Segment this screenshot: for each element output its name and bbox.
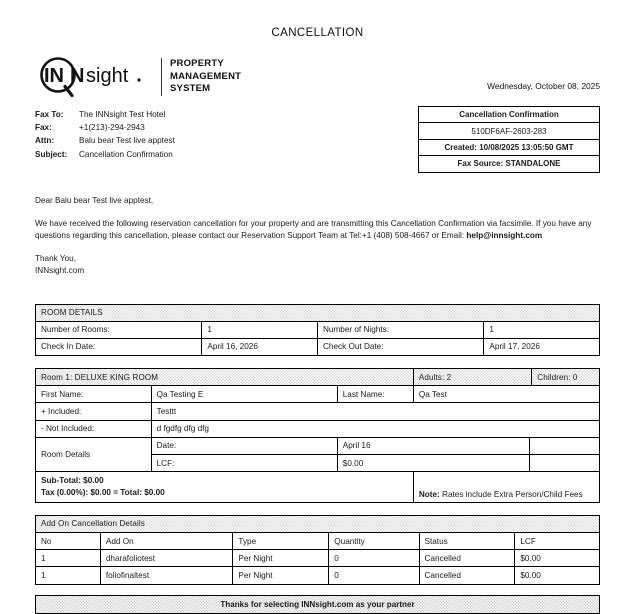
addons-col-no: No (36, 532, 101, 549)
letter-signoff-2: INNsight.com (35, 266, 85, 276)
brand-logo (35, 56, 241, 98)
letter-body (35, 195, 600, 278)
footer-banner: Thanks for selecting INNsight.com as your partner (35, 595, 600, 614)
rate-lcf-spacer (530, 455, 599, 472)
fax-attn-row (35, 134, 175, 147)
number-of-rooms-value: 1 (202, 321, 318, 338)
letter-paragraph-text: We have received the following reservation cancellation for your property and are transmitting this Cancellation Confirmation via facsimile. If you have any questions regarding this cancellation, please contact our Reservation Support Team at Tel:+1 (408) 508-4667 or Email: (35, 218, 592, 240)
svg-text:sight: sight (86, 65, 129, 87)
addon-status: Cancelled (419, 567, 515, 584)
fax-to-label: Fax To: (35, 110, 64, 119)
table-row (36, 338, 600, 355)
addons-heading: Add On Cancellation Details (36, 515, 600, 532)
fax-and-confirmation (35, 106, 600, 173)
check-out-date-value: April 17, 2026 (484, 338, 600, 355)
table-row (152, 455, 599, 472)
addon-quantity: 0 (329, 550, 419, 567)
addon-name: dharafoliotest (100, 550, 233, 567)
addon-lcf: $0.00 (515, 550, 600, 567)
table-row (152, 438, 599, 455)
addons-col-addon: Add On (100, 532, 233, 549)
addon-type: Per Night (233, 550, 329, 567)
room-totals (36, 472, 414, 503)
table-row (36, 472, 600, 503)
table-header-row (36, 532, 600, 549)
fax-details (35, 106, 175, 161)
fax-number-label: Fax: (35, 123, 52, 133)
room-one-heading: Room 1: DELUXE KING ROOM (36, 369, 414, 386)
rate-date-spacer (530, 438, 599, 455)
letter-greeting: Dear Balu bear Test live apptest, (35, 195, 154, 205)
check-out-date-label: Check Out Date: (317, 338, 483, 355)
included-value: Testtt (151, 403, 599, 420)
not-included-value: d fgdfg dfg dfg (151, 420, 599, 437)
addon-type: Per Night (233, 567, 329, 584)
tagline-line-2: MANAGEMENT (170, 70, 242, 82)
fax-subject-value: Cancellation Confirmation (79, 149, 173, 159)
first-name-value: Qa Testing E (151, 386, 337, 403)
room-one-children: Children: 0 (532, 369, 600, 386)
table-row (36, 386, 600, 403)
last-name-label: Last Name: (337, 386, 413, 403)
room-details-label: Room Details (36, 437, 152, 471)
addon-quantity: 0 (329, 567, 419, 584)
page-title: CANCELLATION (271, 27, 364, 39)
room-tax-prefix: Tax (0.00%): $0.00 = (41, 487, 121, 497)
room-rate-grid-cell (151, 437, 599, 471)
room-one-table (35, 368, 600, 503)
room-rate-note (413, 472, 599, 503)
addons-block (35, 515, 600, 585)
table-row (36, 437, 600, 471)
fax-number-row (35, 121, 175, 134)
table-row (36, 567, 600, 584)
fax-to-value: The INNsight Test Hotel (79, 110, 166, 119)
addon-status: Cancelled (419, 550, 515, 567)
room-details-heading: ROOM DETAILS (36, 304, 600, 321)
room-tax-total (41, 487, 408, 499)
addon-no: 1 (36, 550, 101, 567)
last-name-value: Qa Test (413, 386, 599, 403)
table-row (36, 420, 600, 437)
room-total-value: $0.00 (141, 487, 165, 497)
fax-to-row (35, 108, 175, 121)
table-row (36, 369, 600, 386)
addons-col-quantity: Quantity (329, 532, 419, 549)
room-note-text: Rates include Extra Person/Child Fees (439, 489, 583, 499)
fax-attn-value: Balu bear Test live apptest (79, 136, 175, 146)
fax-number-value: +1(213)-294-2943 (79, 123, 145, 133)
brand-tagline (170, 56, 241, 96)
svg-text:N: N (70, 65, 85, 87)
number-of-nights-label: Number of Nights: (317, 321, 483, 338)
addons-col-status: Status (419, 532, 515, 549)
table-row (36, 321, 600, 338)
addons-col-type: Type (233, 532, 329, 549)
letter-paragraph (35, 218, 600, 242)
rate-lcf-label: LCF: (152, 455, 338, 472)
addon-no: 1 (36, 567, 101, 584)
innsight-logo-icon (35, 56, 153, 98)
table-row (36, 550, 600, 567)
table-row (36, 403, 600, 420)
room-total-label: Total: (120, 487, 142, 497)
document-header (35, 56, 600, 98)
rate-lcf-value: $0.00 (337, 455, 529, 472)
room-rate-grid (152, 438, 599, 471)
check-in-date-label: Check In Date: (36, 338, 202, 355)
addons-table (35, 515, 600, 585)
addons-col-lcf: LCF (515, 532, 600, 549)
support-email: help@innsight.com (466, 230, 543, 240)
document-date: Wednesday, October 08, 2025 (487, 81, 600, 91)
table-row (36, 304, 600, 321)
addon-lcf: $0.00 (515, 567, 600, 584)
addon-name: foliofinaltest (100, 567, 233, 584)
room-details-table (35, 304, 600, 357)
letter-signoff-1: Thank You, (35, 254, 76, 264)
confirmation-number: 510DF6AF-2603-283 (419, 123, 599, 139)
not-included-label: - Not Included: (36, 420, 152, 437)
confirmation-fax-source: Fax Source: STANDALONE (457, 159, 561, 169)
tagline-line-3: SYSTEM (170, 83, 211, 95)
room-details-block (35, 304, 600, 357)
rate-date-value: April 16 (337, 438, 529, 455)
check-in-date-value: April 16, 2026 (202, 338, 318, 355)
rate-date-label: Date: (152, 438, 338, 455)
first-name-label: First Name: (36, 386, 152, 403)
table-row (36, 515, 600, 532)
logo-divider (161, 58, 162, 96)
number-of-rooms-label: Number of Rooms: (36, 321, 202, 338)
room-subtotal: Sub-Total: $0.00 (41, 476, 104, 486)
svg-text:IN: IN (44, 65, 64, 87)
fax-subject-row (35, 148, 175, 161)
number-of-nights-value: 1 (484, 321, 600, 338)
confirmation-created: Created: 10/08/2025 13:05:50 GMT (419, 140, 599, 156)
tagline-line-1: PROPERTY (170, 58, 224, 69)
room-one-adults: Adults: 2 (413, 369, 531, 386)
fax-subject-label: Subject: (35, 149, 68, 159)
included-label: + Included: (36, 403, 152, 420)
confirmation-box (418, 106, 600, 173)
confirmation-heading: Cancellation Confirmation (419, 107, 599, 123)
room-one-block (35, 368, 600, 503)
fax-attn-label: Attn: (35, 136, 55, 146)
room-note-label: Note: (418, 489, 440, 499)
